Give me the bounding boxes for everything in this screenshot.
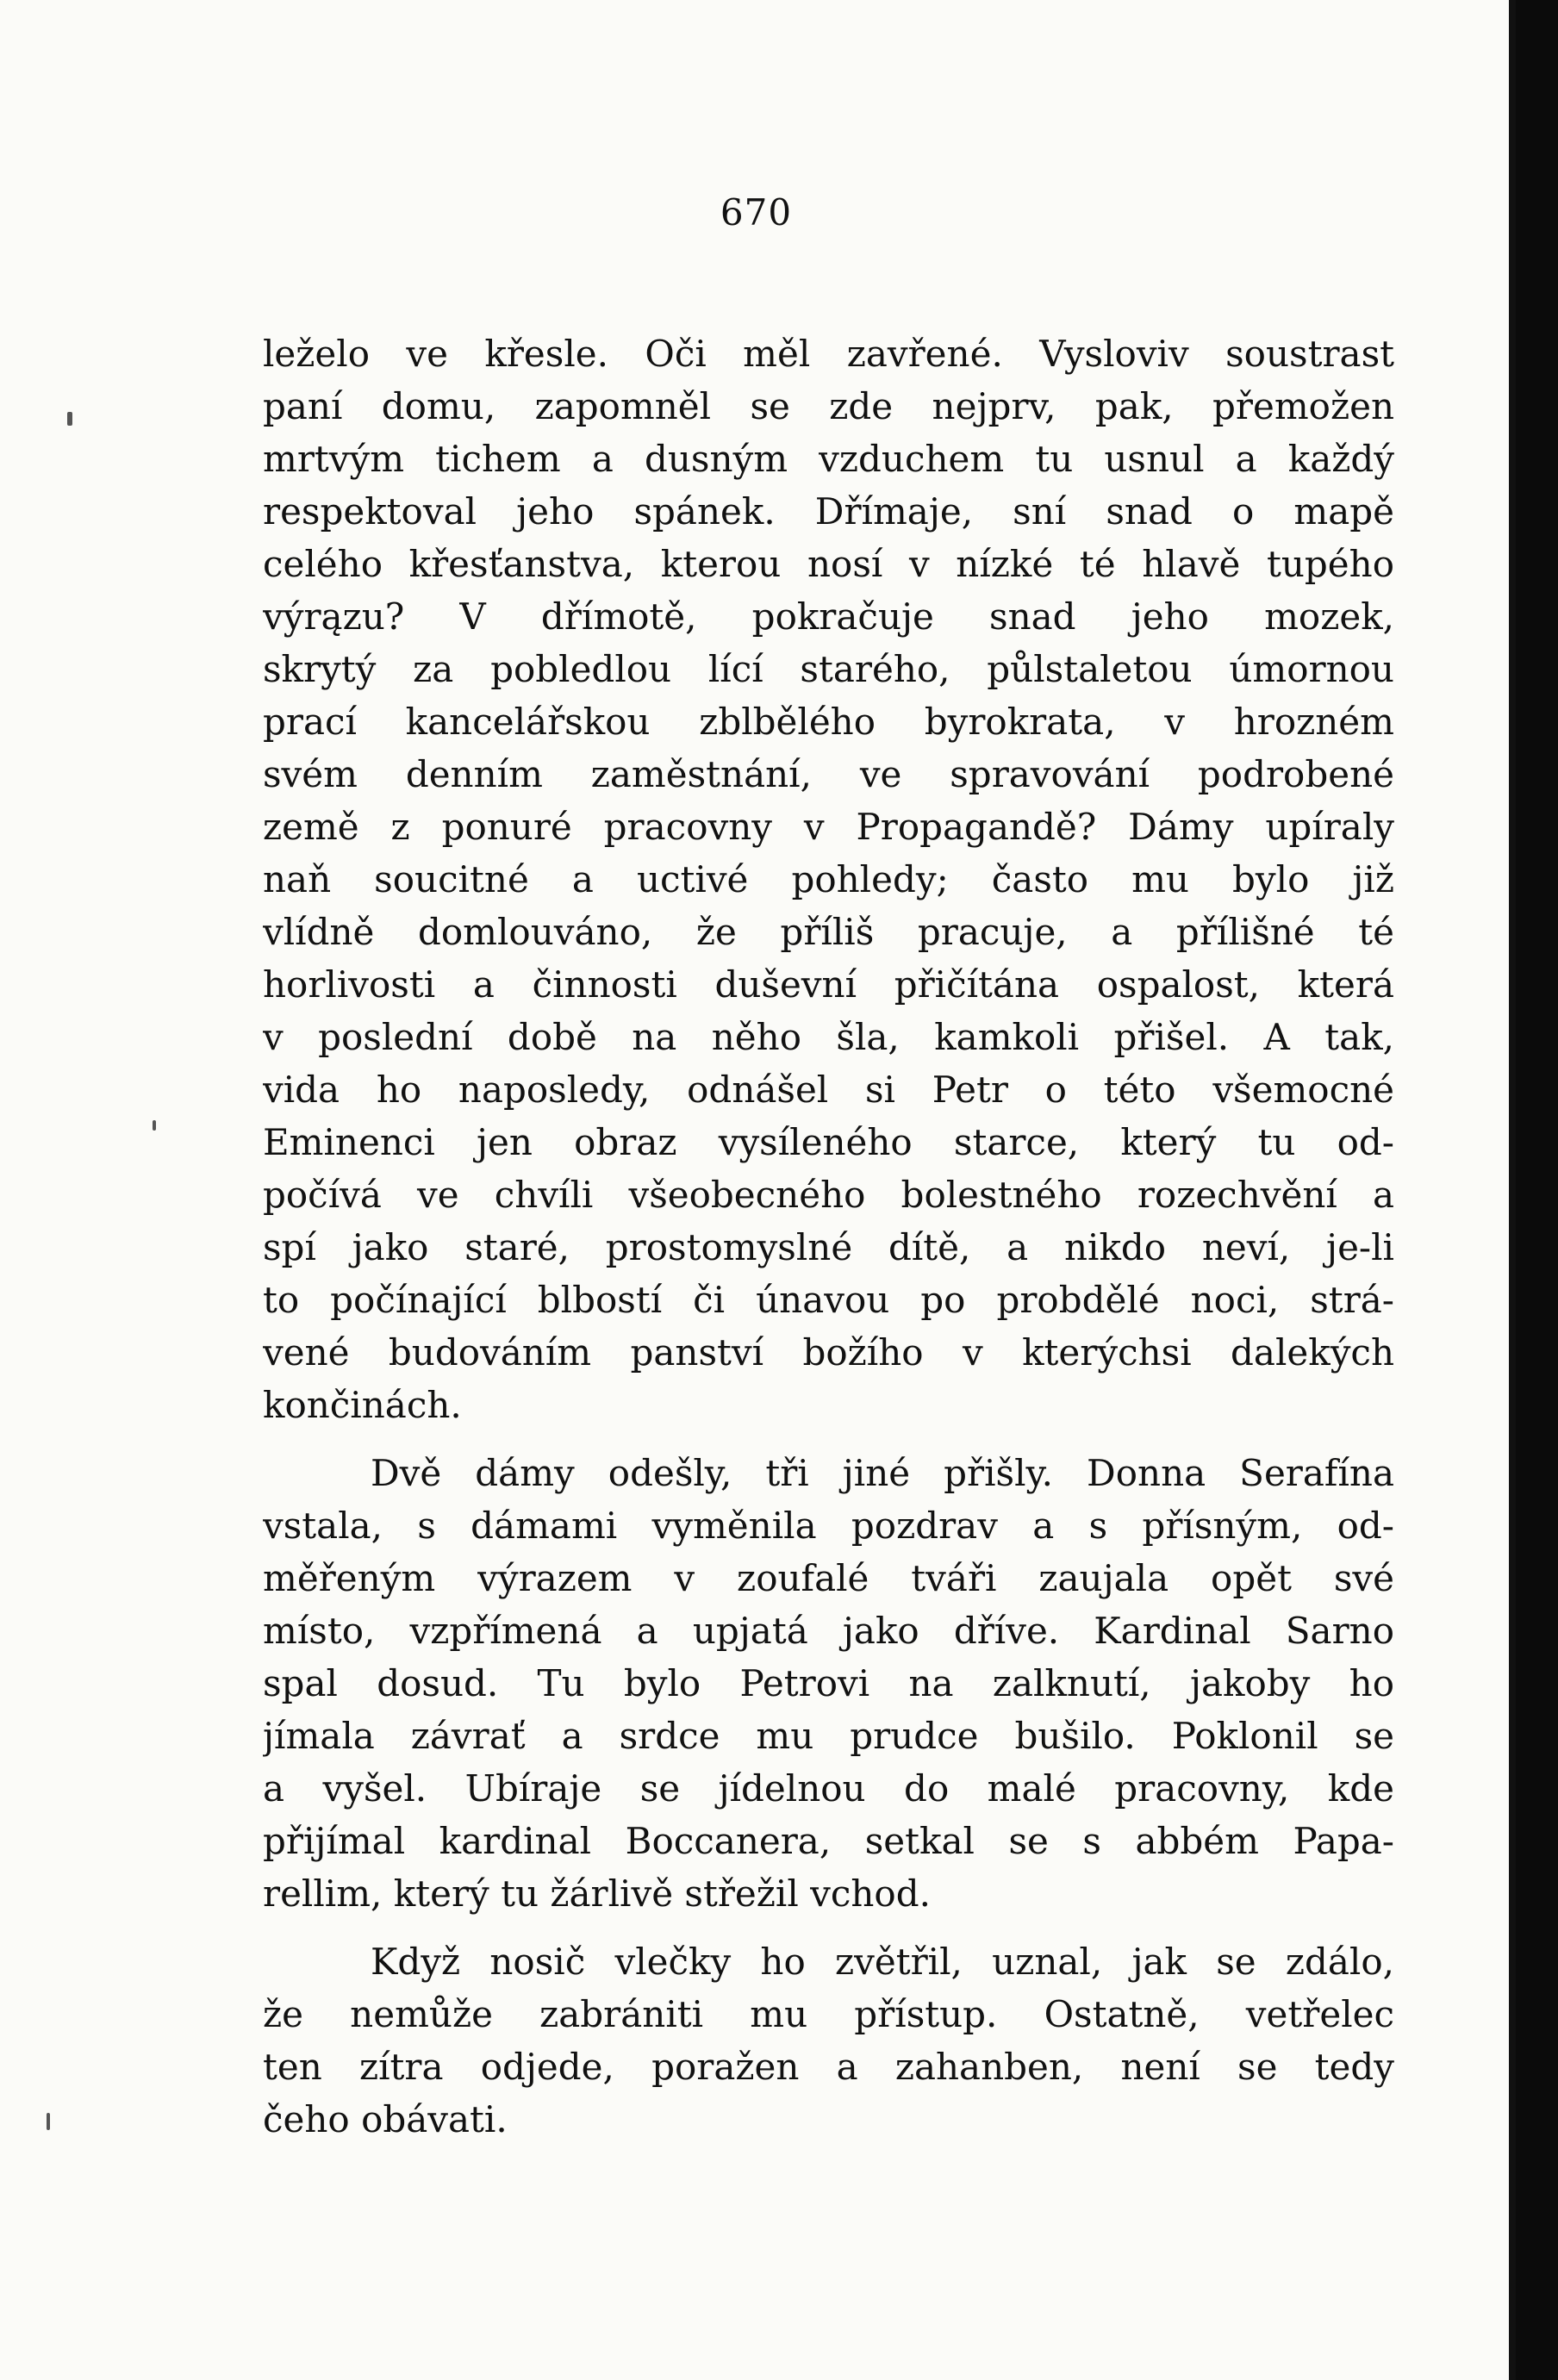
text-line: místo, vzpřímená a upjatá jako dříve. Kardinal Sarno: [263, 1610, 1394, 1652]
text-line: počívá ve chvíli všeobecného bolestného rozechvění a: [263, 1174, 1394, 1216]
text-line: v poslední době na něho šla, kamkoli přišel. A tak,: [263, 1016, 1394, 1058]
paragraph-1: [263, 327, 1394, 1431]
paragraph-3: [263, 1935, 1394, 2146]
text-line: leželo ve křesle. Oči měl zavřené. Vysloviv soustrast: [263, 333, 1394, 375]
text-line: že nemůže zabrániti mu přístup. Ostatně, vetřelec: [263, 1993, 1394, 2035]
paragraph-2: [263, 1447, 1394, 1920]
page-text: [263, 327, 1394, 2146]
text-line: měřeným výrazem v zoufalé tváři zaujala opět své: [263, 1557, 1394, 1599]
text-line: mrtvým tichem a dusným vzduchem tu usnul a každý: [263, 438, 1394, 480]
text-line: naň soucitné a uctivé pohledy; často mu bylo již: [263, 858, 1394, 900]
text-line: celého křesťanstva, kterou nosí v nízké té hlavě tupého: [263, 543, 1394, 585]
text-line: horlivosti a činnosti duševní přičítána ospalost, která: [263, 963, 1394, 1006]
margin-scan-mark: [67, 412, 72, 426]
text-line: Když nosič vlečky ho zvětřil, uznal, jak se zdálo,: [371, 1941, 1394, 1983]
text-line: ten zítra odjede, poražen a zahanben, není se tedy: [263, 2046, 1394, 2088]
text-line: spal dosud. Tu bylo Petrovi na zalknutí, jakoby ho: [263, 1662, 1394, 1704]
text-line: Eminenci jen obraz vysíleného starce, který tu od-: [263, 1121, 1394, 1163]
margin-scan-mark: [47, 2113, 50, 2130]
text-line: rellim, který tu žárlivě střežil vchod.: [263, 1872, 931, 1915]
text-line: přijímal kardinal Boccanera, setkal se s abbém Papa-: [263, 1820, 1394, 1862]
text-line: paní domu, zapomněl se zde nejprv, pak, přemožen: [263, 385, 1394, 427]
text-line: skrytý za pobledlou lící starého, půlstaletou úmornou: [263, 648, 1394, 690]
text-line: spí jako staré, prostomyslné dítě, a nikdo neví, je-li: [263, 1226, 1394, 1268]
text-line: Dvě dámy odešly, tři jiné přišly. Donna Serafína: [371, 1452, 1394, 1494]
text-line: jímala závrať a srdce mu prudce bušilo. Poklonil se: [263, 1715, 1394, 1757]
text-line: čeho obávati.: [263, 2098, 508, 2140]
page-edge-shadow: [1509, 0, 1516, 2380]
text-line: vida ho naposledy, odnášel si Petr o této všemocné: [263, 1069, 1394, 1111]
text-line: vené budováním panství božího v kterýchsi dalekých: [263, 1331, 1394, 1374]
text-line: vlídně domlouváno, že příliš pracuje, a přílišné té: [263, 911, 1394, 953]
text-line: končinách.: [263, 1384, 462, 1426]
text-line: země z ponuré pracovny v Propagandě? Dámy upíraly: [263, 806, 1394, 848]
text-line: a vyšel. Ubíraje se jídelnou do malé pracovny, kde: [263, 1767, 1394, 1810]
text-line: svém denním zaměstnání, ve spravování podrobené: [263, 753, 1394, 795]
text-line: respektoval jeho spánek. Dřímaje, sní snad o mapě: [263, 490, 1394, 533]
text-line: výrązu? V dřímotě, pokračuje snad jeho mozek,: [263, 595, 1394, 638]
text-line: prací kancelářskou zblbělého byrokrata, v hrozném: [263, 701, 1394, 743]
page-number: 670: [720, 191, 793, 234]
text-line: to počínající blbostí či únavou po probdělé noci, strá-: [263, 1279, 1394, 1321]
margin-scan-mark: [153, 1120, 156, 1131]
text-line: vstala, s dámami vyměnila pozdrav a s přísným, od-: [263, 1505, 1394, 1547]
